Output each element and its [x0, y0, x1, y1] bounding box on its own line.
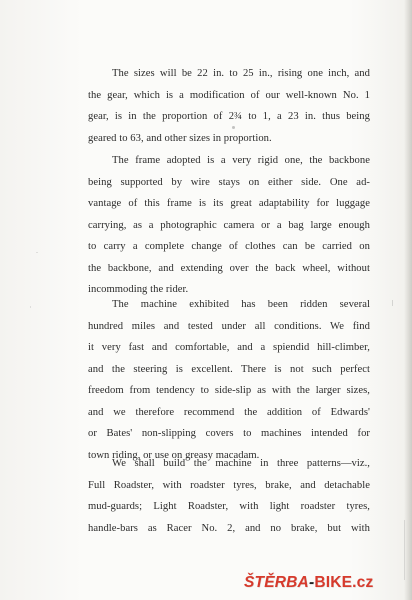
text-line: The sizes will be 22 in. to 25 in., rising one inch, and: [112, 68, 370, 79]
text-line: and we therefore recommend the addition of Edwards': [88, 406, 370, 418]
paper-speck: [232, 126, 235, 129]
watermark-suffix: BIKE.cz: [314, 574, 374, 591]
text-line: being supported by wire stays on either side. One ad-: [88, 176, 370, 188]
paper-speck: [36, 252, 38, 253]
text-line: handle-bars as Racer No. 2, and no brake, but with: [88, 522, 370, 534]
watermark-dash: -: [308, 574, 315, 591]
watermark-logo: [244, 574, 373, 594]
text-line: the backbone, and extending over the back wheel, without: [88, 262, 370, 274]
page-edge-shadow: [404, 0, 412, 600]
paragraph-frame: [88, 150, 370, 301]
text-line: The frame adopted is a very rigid one, the backbone: [112, 155, 370, 166]
text-line: it very fast and comfortable, and a spiendid hill-climber,: [88, 342, 370, 353]
text-line: gear, is in the proportion of 2¾ to 1, a 23 in. thus being: [88, 111, 370, 122]
paper-speck: [30, 306, 31, 308]
text-line: hundred miles and tested under all conditions. We find: [88, 320, 370, 332]
text-line: and the steering is excellent. There is not such perfect: [88, 363, 370, 375]
paragraph-machine-exhibited: [88, 294, 370, 466]
paper-speck: [392, 300, 393, 306]
paper-speck: [404, 520, 405, 580]
text-line: vantage of this frame is its great adaptability for luggage: [88, 198, 370, 209]
text-line: town riding, or use on greasy macadam.: [88, 449, 260, 461]
paragraph-sizes: [88, 63, 370, 149]
text-line: We shall build the machine in three patterns—viz.,: [112, 458, 370, 469]
text-line: geared to 63, and other sizes in proportion.: [88, 132, 272, 144]
paragraph-patterns: [88, 453, 370, 539]
text-line: carrying, as a photographic camera or a bag large enough: [88, 219, 370, 231]
watermark-name: ŠTĚRBA: [244, 574, 309, 591]
text-line: incommoding the rider.: [88, 284, 189, 295]
text-line: or Bates' non-slipping covers to machines intended for: [88, 428, 370, 439]
text-line: mud-guards; Light Roadster, with light roadster tyres,: [88, 501, 370, 512]
text-line: freedom from tendency to side-slip as with the larger sizes,: [88, 385, 370, 396]
text-line: Full Roadster, with roadster tyres, brake, and detachable: [88, 479, 370, 491]
text-line: the gear, which is a modification of our well-known No. 1: [88, 89, 370, 101]
text-line: to carry a complete change of clothes can be carried on: [88, 241, 370, 252]
text-line: The machine exhibited has been ridden several: [112, 299, 370, 310]
